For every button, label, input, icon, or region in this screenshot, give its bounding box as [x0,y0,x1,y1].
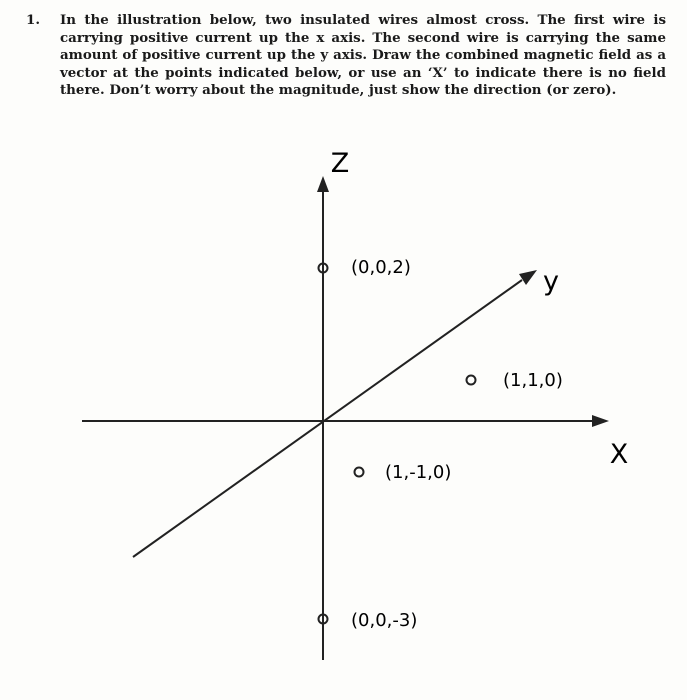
point-label: (1,1,0) [503,370,563,391]
x-axis-arrowhead [592,415,609,427]
point-marker [467,376,476,385]
y-axis-label: y [543,266,559,297]
z-axis-label: Z [330,148,350,179]
z-axis-arrowhead [317,176,329,192]
point-label: (0,0,-3) [351,610,418,631]
problem-number: 1. [26,12,40,28]
point-label: (0,0,2) [351,257,411,278]
point-label: (1,-1,0) [385,462,452,483]
y-axis-line [133,280,522,557]
point-marker [355,468,364,477]
problem-text: In the illustration below, two insulated wires almost cross. The first wire is carrying positive current up the x axis. The second wire is carrying the same amount of positive current up the y axis. Draw the combined magnetic field as a vector at the points indicated below, or use an ‘X’ to indicate there is no field there. Don’t worry about the magnitude, just show the direction (or zero). [60,12,666,99]
x-axis-label: X [609,439,629,470]
y-axis-arrowhead [519,270,537,285]
